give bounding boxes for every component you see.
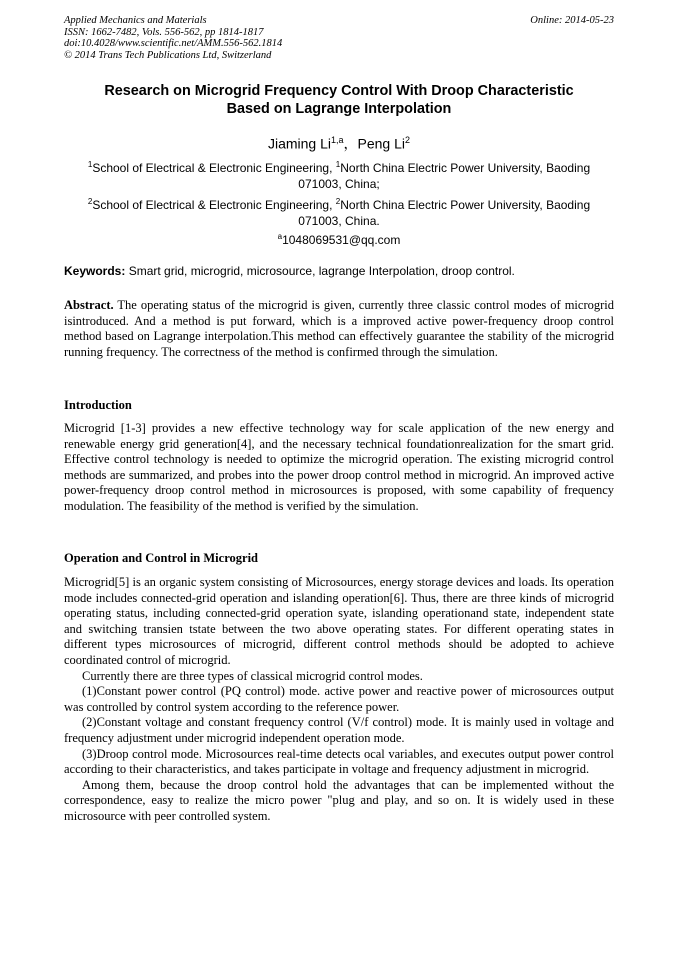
title-line-1: Research on Microgrid Frequency Control With Droop Characteristic [104, 83, 574, 99]
email-sup: a [277, 232, 283, 241]
paragraph: (3)Droop control mode. Microsources real-time detects ocal variables, and executes output power control according to their characteristics, and takes participate in voltage and frequency adjustment in microgrid. [64, 746, 614, 777]
introduction-text: Microgrid [1-3] provides a new effective technology way for scale application of the new energy and renewable energy grid generation[4], and the necessary technical foundationrealization for the smart grid. Effective control technology is needed to optimize the microgrid operation. The existing microgrid control methods are summarized, and probes into the power droop control method in microgrid. An improved active power-frequency droop control method in microsources is proposed, with some capability of frequency modulation. The feasibility of the method is verified by the simulation. [64, 421, 614, 513]
author-1-sup: 1,a [331, 135, 344, 145]
affiliation-2-sup-a: 2 [87, 197, 93, 206]
paper-title [60, 82, 618, 118]
online-date: Online: 2014-05-23 [530, 15, 614, 26]
affiliation-1-sup-b: 1 [335, 160, 341, 169]
affiliation-1-school: School of Electrical & Electronic Engineering, [92, 161, 336, 175]
paragraph: Microgrid[5] is an organic system consisting of Microsources, energy storage devices and loads. Its operation mode includes connected-grid operation and islanding operation[6]. Thus, there are three kinds of microgrid operating status, including connected-grid operation syate, islanding operationand state, independent state and switching transien tstate between the two above operating states. For different operating states in different types microsources of microgrid, different control methods should be adopted to achieve coordinated control of microgrid. [64, 575, 614, 667]
section-heading-operation: Operation and Control in Microgrid [64, 551, 258, 565]
keywords [64, 264, 616, 279]
affiliation-1-sup-a: 1 [87, 160, 93, 169]
paragraph: (2)Constant voltage and constant frequency control (V/f control) mode. It is mainly used in voltage and frequency adjustment under microgrid independent operation mode. [64, 715, 614, 745]
abstract-text: The operating status of the microgrid is given, currently three classic control modes of microgrid isintroduced. And a method is put forward, which is a improved active power-frequency droop control method based on Lagrange interpolation.This method can effectively guarantee the stability of the microgrid running frequency. The correctness of the method is confirmed through the simulation. [64, 298, 614, 359]
author-email [0, 229, 678, 248]
journal-name: Applied Mechanics and Materials [64, 15, 207, 26]
doi-line: doi:10.4028/www.scientific.net/AMM.556-562.1814 [64, 38, 283, 50]
title-line-2: Based on Lagrange Interpolation [226, 101, 452, 117]
abstract [64, 298, 614, 360]
affiliation-2-school: School of Electrical & Electronic Engineering, [92, 198, 336, 212]
affiliation-1-university: North China Electric Power University, Baoding 071003, China; [298, 161, 591, 191]
keywords-text: Smart grid, microgrid, microsource, lagrange Interpolation, droop control. [125, 264, 515, 278]
paragraph: Currently there are three types of classical microgrid control modes. [82, 668, 423, 683]
author-2-name: Peng Li [357, 135, 405, 152]
affiliation-2-sup-b: 2 [335, 197, 341, 206]
author-1-name: Jiaming Li [267, 135, 331, 152]
affiliation-2-university: North China Electric Power University, Baoding 071003, China. [298, 198, 591, 228]
author-separator: ， [343, 135, 358, 152]
email-address: 1048069531@qq.com [282, 233, 401, 247]
section-heading-introduction: Introduction [64, 398, 132, 412]
copyright-line: © 2014 Trans Tech Publications Ltd, Switzerland [64, 49, 272, 61]
paragraph: Among them, because the droop control hold the advantages that can be implemented without the correspondence, easy to realize the micro power "plug and play, and so on. It is widely used in these microsource with peer controlled system. [64, 777, 614, 823]
keywords-label: Keywords: [64, 264, 126, 278]
operation-section [64, 575, 614, 825]
affiliation-1 [66, 157, 612, 192]
affiliation-2 [66, 194, 612, 229]
journal-header [64, 15, 614, 61]
author-2-sup: 2 [405, 135, 411, 145]
abstract-label: Abstract. [64, 298, 114, 312]
author-list [0, 131, 678, 153]
issn-line: ISSN: 1662-7482, Vols. 556-562, pp 1814-1817 [64, 26, 264, 38]
paragraph: (1)Constant power control (PQ control) mode. active power and reactive power of microsources output was controlled by control system according to the reference power. [64, 684, 614, 714]
